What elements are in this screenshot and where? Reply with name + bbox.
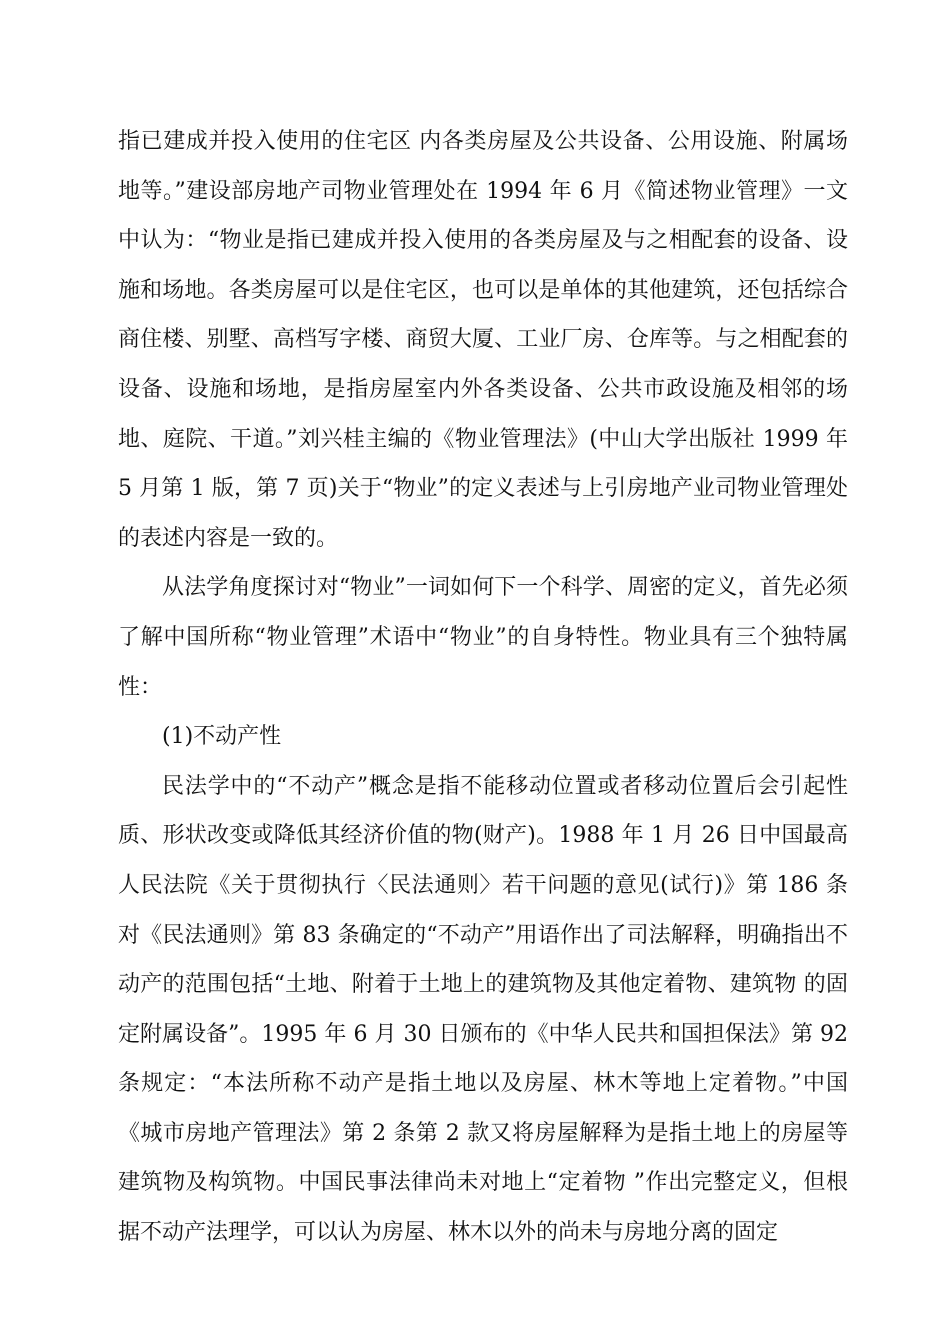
paragraph-legal-perspective: 从法学角度探讨对“物业”一词如何下一个科学、周密的定义，首先必须了解中国所称“物业管理”术语中“物业”的自身特性。物业具有三个独特属性： [118, 575, 848, 700]
paragraph-immovable-property: 民法学中的“不动产”概念是指不能移动位置或者移动位置后会引起性质、形状改变或降低其经济价值的物(财产)。1988 年 1 月 26 日中国最高人民法院《关于贯彻执行〈民法通则〉若干问题的意见(试行)》第 186 条对《民法通则》第 83 条确定的“不动产”用语作出了司法解释，明确指出不动产的范围包括“土地、附着于土地上的建筑物及其他定着物、建筑物 的固定附属设备”。1995 年 6 月 30 日颁布的《中华人民共和国担保法》第 92 条规定：“本法所称不动产是指土地以及房屋、林木等地上定着物。”中国《城市房地产管理法》第 2 条第 2 款又将房屋解释为是指土地上的房屋等建筑物及构筑物。中国民事法律尚未对地上“定着物 ”作出完整定义，但根据不动产法理学，可以认为房屋、林木以外的尚未与房地分离的固定 [118, 773, 848, 1246]
section-heading-immovability: (1)不动产性 [162, 724, 282, 750]
paragraph-property-definition: 指已建成并投入使用的住宅区 内各类房屋及公共设备、公用设施、附属场地等。”建设部房地产司物业管理处在 1994 年 6 月《简述物业管理》一文中认为：“物业是指已建成并投入使用的各类房屋及与之相配套的设备、设施和场地。各类房屋可以是住宅区，也可以是单体的其他建筑，还包括综合商住楼、别墅、高档写字楼、商贸大厦、工业厂房、仓库等。与之相配套的设备、设施和场地，是指房屋室内外各类设备、公共市政设施及相邻的场地、庭院、干道。”刘兴桂主编的《物业管理法》(中山大学出版社 1999 年 5 月第 1 版，第 7 页)关于“物业”的定义表述与上引房地产业司物业管理处的表述内容是一致的。 [118, 129, 848, 551]
document-body [118, 117, 848, 1258]
